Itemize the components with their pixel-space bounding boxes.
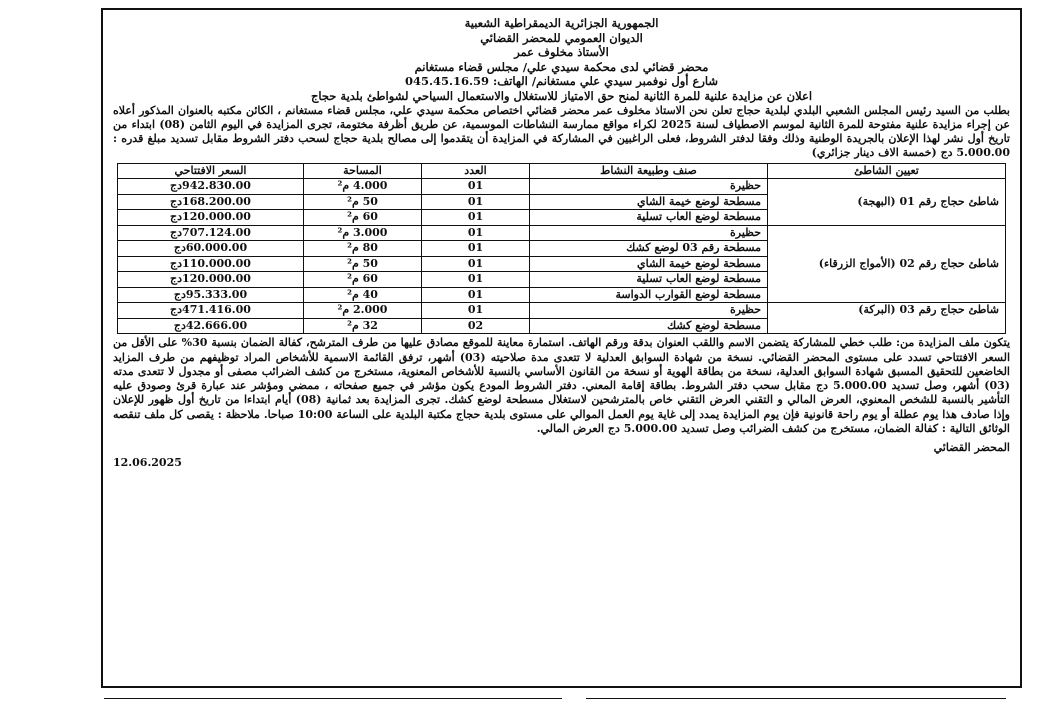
area-cell: 40 م² xyxy=(304,287,422,303)
price-cell: 707.124.00دج xyxy=(118,225,304,241)
area-cell: 2.000 م² xyxy=(304,303,422,319)
activity-cell: حظيرة xyxy=(530,225,768,241)
signature-title: المحضر القضائي xyxy=(933,441,1010,455)
price-cell: 168.200.00دج xyxy=(118,194,304,210)
price-cell: 120.000.00دج xyxy=(118,210,304,226)
header-beach: تعيين الشاطئ xyxy=(768,163,1006,179)
price-cell: 110.000.00دج xyxy=(118,256,304,272)
count-cell: 01 xyxy=(422,194,530,210)
table-header-row xyxy=(118,163,1006,179)
activity-cell: مسطحة لوضع خيمة الشاي xyxy=(530,194,768,210)
announcement-frame xyxy=(101,8,1022,688)
count-cell: 01 xyxy=(422,256,530,272)
header-line-jurisdiction: محضر قضائي لدى محكمة سيدي علي/ مجلس قضاء مستغانم xyxy=(414,59,709,74)
price-cell: 95.333.00دج xyxy=(118,287,304,303)
area-cell: 3.000 م² xyxy=(304,225,422,241)
area-cell: 50 م² xyxy=(304,194,422,210)
area-cell: 60 م² xyxy=(304,272,422,288)
area-cell: 60 م² xyxy=(304,210,422,226)
header-line-address: شارع أول نوفمبر سيدي علي مستغانم/ الهاتف: 045.45.16.59 xyxy=(404,74,719,89)
activity-cell: حظيرة xyxy=(530,303,768,319)
activity-cell: مسطحة لوضع القوارب الدواسة xyxy=(530,287,768,303)
area-cell: 4.000 م² xyxy=(304,179,422,195)
activity-cell: حظيرة xyxy=(530,179,768,195)
activity-cell: مسطحة لوضع العاب تسلية xyxy=(530,210,768,226)
announcement-date: 12.06.2025 xyxy=(113,456,182,470)
header-line-office: الديوان العمومي للمحضر القضائي xyxy=(480,30,643,45)
area-cell: 32 م² xyxy=(304,318,422,334)
count-cell: 01 xyxy=(422,210,530,226)
price-cell: 471.416.00دج xyxy=(118,303,304,319)
activity-cell: مسطحة لوضع خيمة الشاي xyxy=(530,256,768,272)
header-block xyxy=(113,16,1010,104)
activity-cell: مسطحة لوضع كشك xyxy=(530,318,768,334)
beach-name: شاطئ حجاج رقم 02 (الأمواج الزرقاء) xyxy=(768,225,1006,303)
beach-name: شاطئ حجاج رقم 03 (البركة) xyxy=(768,303,1006,334)
area-cell: 80 م² xyxy=(304,241,422,257)
header-line-bailiff-name: الأستاذ مخلوف عمر xyxy=(514,45,609,60)
signature-block xyxy=(113,440,1010,470)
bottom-rule-left xyxy=(104,698,562,699)
table-row xyxy=(118,303,1006,319)
count-cell: 01 xyxy=(422,272,530,288)
count-cell: 01 xyxy=(422,287,530,303)
price-cell: 42.666.00دج xyxy=(118,318,304,334)
header-line-country: الجمهورية الجزائرية الديمقراطية الشعبية xyxy=(464,16,659,30)
table-row xyxy=(118,225,1006,241)
header-price: السعر الافتتاحي xyxy=(118,163,304,179)
count-cell: 01 xyxy=(422,179,530,195)
beach-sites-table xyxy=(117,163,1006,335)
header-activity: صنف وطبيعة النشاط xyxy=(530,163,768,179)
count-cell: 01 xyxy=(422,225,530,241)
activity-cell: مسطحة رقم 03 لوضع كشك xyxy=(530,241,768,257)
count-cell: 01 xyxy=(422,303,530,319)
price-cell: 60.000.00دج xyxy=(118,241,304,257)
requirements-paragraph: يتكون ملف المزايدة من: طلب خطي للمشاركة يتضمن الاسم واللقب العنوان بدقة ورقم الهاتف. استمارة معاينة للموقع مصادق عليها من طرف المترشح، كفالة الضمان بنسبة 30% على الأقل من السعر الافتتاحي تسدد على مستوى المحضر القضائي. نسخة من شهادة السوابق العدلية لا تتعدى مدة صلاحيته (03) أشهر، ترفق القائمة الاسمية للأشخاص المراد توظيفهم من طرف المزايد الخاضعين للتحقيق المسبق شهادة السوابق العدلية، نسخة من بطاقة الهوية أو نسخة من القانون الأساسي بالنسبة للأشخاص المعنوية، مستخرج من كشف الضرائب مصفى أو مجدول لا تتعدى مدته (03) أشهر، وصل تسديد 5.000.00 دج مقابل سحب دفتر الشروط. بطاقة إقامة المعني. دفتر الشروط المودع يكون مؤشر في جميع صفحاته ، ممضي ومؤشر عند عبارة قرئ وصودق عليه التأشير بالنسبة للشخص المعنوي، العرض المالي و التقني العرض التقني خاص بالمترشحين لاستغلال مسطحة لوضع كشك. تجرى المزايدة بعد ثمانية (08) أيام ابتداءا من تاريخ أول ظهور للإعلان وإذا صادف هذا يوم عطلة أو يوم راحة قانونية فإن يوم المزايدة يمدد إلى غاية يوم العمل الموالي على مستوى بلدية حجاج مكتبة البلدية على الساعة 10:00 صباحا. ملاحظة : يقصى كل ملف تنقصه الوثائق التالية : كفالة الضمان، مستخرج من كشف الضرائب وصل تسديد 5.000.00 دج العرض المالي. xyxy=(113,336,1011,436)
bottom-rule-right xyxy=(586,698,1006,699)
area-cell: 50 م² xyxy=(304,256,422,272)
count-cell: 02 xyxy=(422,318,530,334)
header-line-announcement-title: اعلان عن مزايدة علنية للمرة الثانية لمنح حق الامتياز للاستغلال والاستعمال السياحي لشواطئ بلدية حجاج xyxy=(310,88,813,103)
header-count: العدد xyxy=(422,163,530,179)
count-cell: 01 xyxy=(422,241,530,257)
table-row xyxy=(118,179,1006,195)
activity-cell: مسطحة لوضع العاب تسلية xyxy=(530,272,768,288)
price-cell: 942.830.00دج xyxy=(118,179,304,195)
price-cell: 120.000.00دج xyxy=(118,272,304,288)
header-area: المساحة xyxy=(304,163,422,179)
beach-name: شاطئ حجاج رقم 01 (البهجة) xyxy=(768,179,1006,226)
intro-paragraph: بطلب من السيد رئيس المجلس الشعبي البلدي لبلدية حجاج تعلن نحن الاستاذ مخلوف عمر محضر قضائي اختصاص محكمة سيدي علي، مجلس قضاء مستغانم ، الكائن مكتبه بالعنوان المذكور أعلاه عن إجراء مزايدة علنية مفتوحة للمرة الثانية لموسم الاصطياف لسنة 2025 لكراء مواقع ممارسة النشاطات الموسمية، عن طريق أظرفة مختومة، تجرى المزايدة في اليوم الثامن (08) ابتداء من تاريخ أول نشر لهذا الإعلان بالجريدة الوطنية وذلك وفقا لدفتر الشروط، فعلى الراغبين في المشاركة في المزايدة أن يتقدموا إلى مصالح بلدية حجاج لسحب دفتر الشروط مقابل تسديد مبلغ قدره : 5.000.00 دج (خمسة الاف دينار جزائري) xyxy=(113,103,1010,160)
